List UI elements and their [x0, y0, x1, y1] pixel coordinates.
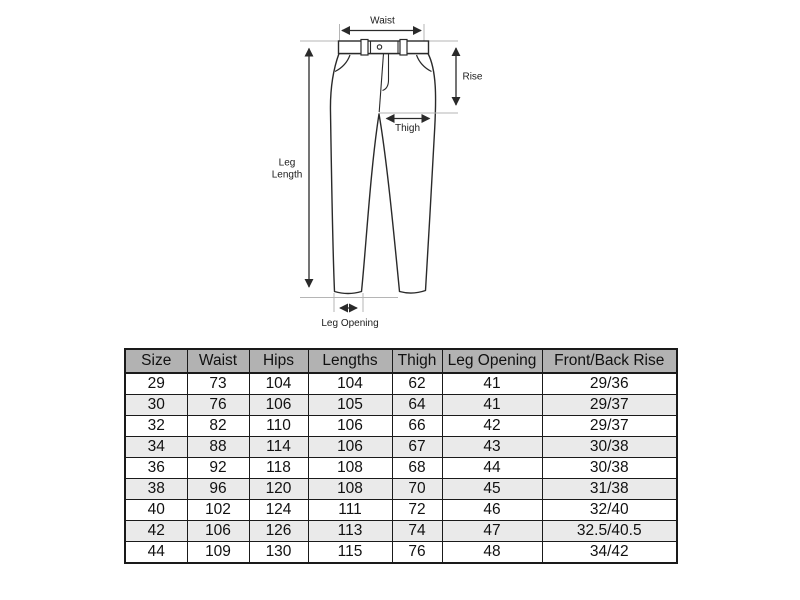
table-cell: 32.5/40.5 — [542, 521, 677, 542]
pants-outline-icon — [330, 54, 435, 294]
table-cell: 88 — [187, 437, 249, 458]
table-cell: 32 — [125, 416, 187, 437]
table-cell: 104 — [308, 373, 392, 395]
column-header: Leg Opening — [442, 349, 542, 373]
button-icon — [377, 45, 381, 49]
table-cell: 30/38 — [542, 437, 677, 458]
waistband — [339, 41, 429, 54]
table-cell: 44 — [125, 542, 187, 564]
table-row — [125, 458, 677, 479]
table-cell: 74 — [392, 521, 442, 542]
leg-length-label-line1: Leg — [278, 157, 296, 169]
table-cell: 105 — [308, 395, 392, 416]
table-row — [125, 437, 677, 458]
belt-loop-right-icon — [400, 40, 407, 56]
table-cell: 64 — [392, 395, 442, 416]
table-cell: 34 — [125, 437, 187, 458]
table-cell: 110 — [249, 416, 308, 437]
column-header: Front/Back Rise — [542, 349, 677, 373]
table-cell: 42 — [125, 521, 187, 542]
table-cell: 66 — [392, 416, 442, 437]
table-cell: 106 — [308, 416, 392, 437]
table-cell: 41 — [442, 373, 542, 395]
table-cell: 109 — [187, 542, 249, 564]
table-cell: 46 — [442, 500, 542, 521]
table-cell: 118 — [249, 458, 308, 479]
table-cell: 34/42 — [542, 542, 677, 564]
table-cell: 32/40 — [542, 500, 677, 521]
belt-loop-left-icon — [361, 40, 368, 56]
size-chart-header — [125, 349, 677, 373]
table-cell: 106 — [249, 395, 308, 416]
column-header: Thigh — [392, 349, 442, 373]
table-cell: 62 — [392, 373, 442, 395]
column-header: Waist — [187, 349, 249, 373]
table-cell: 102 — [187, 500, 249, 521]
table-cell: 68 — [392, 458, 442, 479]
size-chart-body — [125, 373, 677, 563]
table-cell: 45 — [442, 479, 542, 500]
table-row — [125, 521, 677, 542]
table-cell: 96 — [187, 479, 249, 500]
column-header: Lengths — [308, 349, 392, 373]
table-cell: 31/38 — [542, 479, 677, 500]
table-row — [125, 395, 677, 416]
waist-label: Waist — [370, 15, 395, 27]
table-cell: 29/37 — [542, 416, 677, 437]
table-cell: 48 — [442, 542, 542, 564]
table-cell: 70 — [392, 479, 442, 500]
table-cell: 113 — [308, 521, 392, 542]
size-chart-table — [124, 348, 678, 564]
table-cell: 43 — [442, 437, 542, 458]
table-cell: 36 — [125, 458, 187, 479]
size-chart-head-row — [125, 349, 677, 373]
table-cell: 42 — [442, 416, 542, 437]
table-cell: 29 — [125, 373, 187, 395]
table-cell: 30/38 — [542, 458, 677, 479]
table-cell: 92 — [187, 458, 249, 479]
table-cell: 82 — [187, 416, 249, 437]
table-cell: 124 — [249, 500, 308, 521]
table-cell: 120 — [249, 479, 308, 500]
table-cell: 40 — [125, 500, 187, 521]
table-cell: 47 — [442, 521, 542, 542]
table-cell: 29/37 — [542, 395, 677, 416]
table-row — [125, 373, 677, 395]
table-cell: 108 — [308, 479, 392, 500]
rise-label: Rise — [462, 71, 483, 83]
table-cell: 130 — [249, 542, 308, 564]
table-cell: 76 — [187, 395, 249, 416]
table-cell: 76 — [392, 542, 442, 564]
leg-length-label-line2: Length — [271, 169, 303, 181]
table-cell: 108 — [308, 458, 392, 479]
table-cell: 29/36 — [542, 373, 677, 395]
table-cell: 106 — [308, 437, 392, 458]
table-cell: 72 — [392, 500, 442, 521]
column-header: Size — [125, 349, 187, 373]
table-cell: 67 — [392, 437, 442, 458]
table-cell: 38 — [125, 479, 187, 500]
table-cell: 30 — [125, 395, 187, 416]
table-cell: 104 — [249, 373, 308, 395]
table-row — [125, 500, 677, 521]
table-cell: 106 — [187, 521, 249, 542]
column-header: Hips — [249, 349, 308, 373]
table-cell: 41 — [442, 395, 542, 416]
table-row — [125, 479, 677, 500]
table-cell: 73 — [187, 373, 249, 395]
table-cell: 111 — [308, 500, 392, 521]
table-cell: 126 — [249, 521, 308, 542]
leg-opening-label: Leg Opening — [321, 318, 379, 329]
table-row — [125, 416, 677, 437]
table-cell: 114 — [249, 437, 308, 458]
table-cell: 115 — [308, 542, 392, 564]
table-cell: 44 — [442, 458, 542, 479]
table-row — [125, 542, 677, 564]
thigh-label: Thigh — [394, 123, 421, 134]
